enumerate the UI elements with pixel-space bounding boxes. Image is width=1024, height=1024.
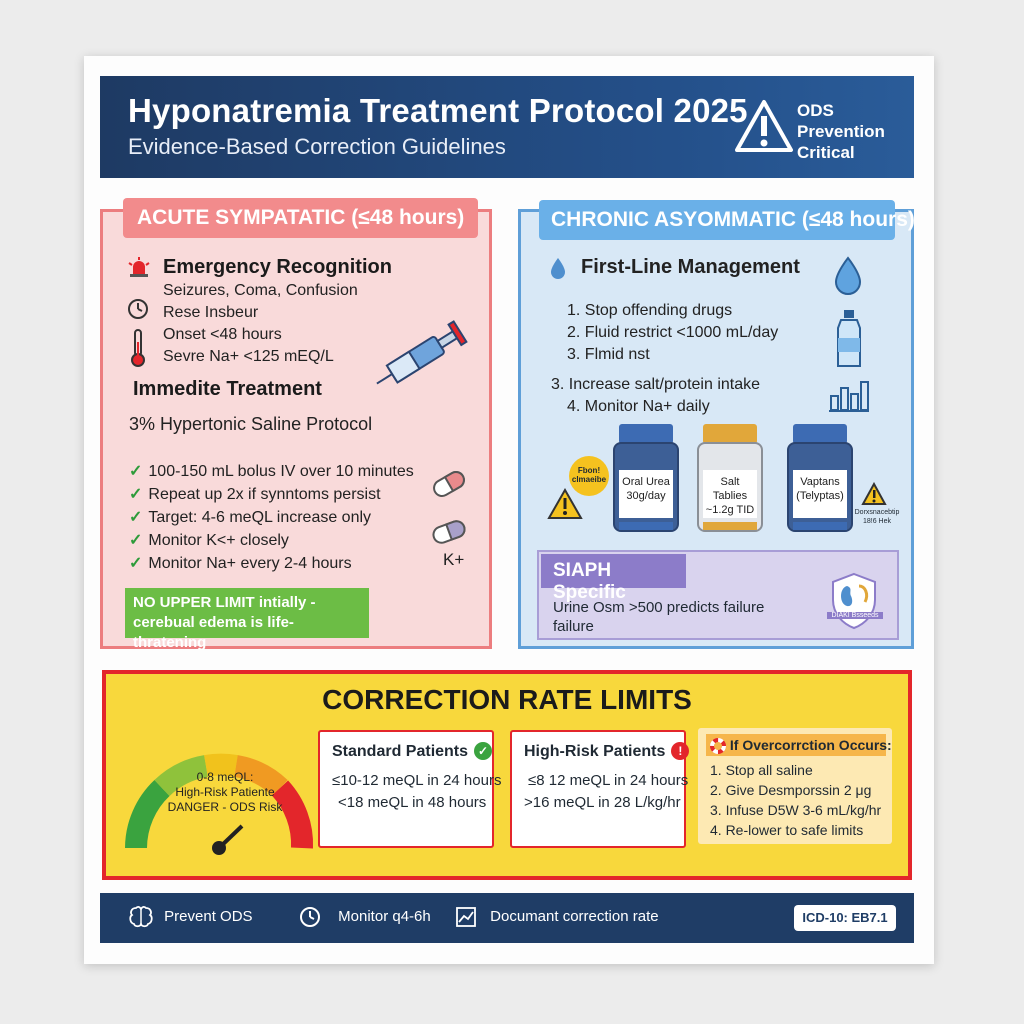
- footer-item-text: Documant correction rate: [490, 907, 659, 925]
- clock-icon: [127, 298, 149, 320]
- bottle-name: Vaptans: [800, 476, 840, 488]
- header-banner: [100, 76, 914, 178]
- standard-limit: ≤10-12 meQL in 24 hours: [332, 772, 502, 789]
- high-risk-patients-title: [524, 742, 689, 761]
- bottle-strip: [793, 522, 847, 530]
- bottle-body: [787, 442, 853, 532]
- recognition-item: Seizures, Coma, Confusion: [163, 282, 358, 299]
- bottle-dose: (Telyptas): [796, 490, 844, 502]
- check-circle-icon: ✓: [474, 742, 492, 760]
- warning-triangle-icon: [734, 98, 794, 154]
- management-item: 2. Fluid restrict <1000 mL/day: [567, 324, 779, 341]
- chronic-panel: [518, 209, 914, 649]
- protocol-step-text: Monitor Na+ every 2-4 hours: [148, 555, 352, 572]
- acute-panel: [100, 206, 492, 651]
- management-item: 4. Monitor Na+ daily: [567, 398, 710, 415]
- overcorrection-step: 1. Stop all saline: [710, 762, 813, 778]
- high-risk-title-text: High-Risk Patients: [524, 743, 666, 760]
- page-title: Hyponatremia Treatment Protocol 2025: [128, 92, 748, 129]
- standard-limit: <18 meQL in 48 hours: [338, 794, 487, 811]
- caution-icon: [547, 488, 583, 520]
- capsule-icon: [429, 466, 469, 502]
- recognition-item: Onset <48 hours: [163, 326, 282, 343]
- protocol-step-text: Repeat up 2x if synntoms persist: [148, 486, 381, 503]
- ods-alert-line: ODS: [797, 101, 834, 120]
- footer-item-monitor: [298, 905, 431, 929]
- correction-rate-panel: [102, 670, 912, 880]
- bottle-label: [703, 470, 757, 518]
- capsule-icon: [429, 514, 469, 550]
- protocol-step: [129, 530, 289, 550]
- shield-caption: DIAKI Bsseeds: [827, 612, 883, 619]
- siadh-box: [537, 550, 899, 640]
- gauge-line: 0-8 meQL:: [196, 770, 254, 784]
- protocol-step: [129, 484, 381, 504]
- bottle-name: Oral Urea: [622, 476, 670, 488]
- first-line-heading: First-Line Management: [581, 256, 800, 278]
- check-icon: ✓: [129, 463, 143, 480]
- management-item: 1. Stop offending drugs: [567, 302, 733, 319]
- bottle-tag-right: Dorxsnacebtip 18!6 Hek: [854, 509, 900, 525]
- recognition-item: Sevre Na+ <125 mEQ/L: [163, 348, 334, 365]
- gauge-text: [160, 770, 290, 815]
- correction-title: CORRECTION RATE LIMITS: [322, 684, 692, 715]
- high-risk-patients-card: [510, 730, 689, 848]
- recognition-item: Rese Insbeur: [163, 304, 259, 321]
- icd-code-badge: ICD-10: EB7.1: [794, 905, 896, 931]
- bottle-body: [613, 442, 679, 532]
- bottle-label: [619, 470, 673, 518]
- bottle-body: [697, 442, 763, 532]
- check-icon: ✓: [129, 509, 143, 526]
- ods-alert-line: Prevention: [797, 122, 885, 141]
- standard-patients-title: [332, 742, 492, 761]
- bottle-strip: [703, 522, 757, 530]
- footer-item-prevent-ods: [128, 905, 253, 929]
- gauge-hub: [212, 841, 226, 855]
- siren-icon: [127, 256, 151, 280]
- protocol-step-text: 100-150 mL bolus IV over 10 minutes: [148, 463, 414, 480]
- footer-bar: [100, 893, 914, 943]
- overcorrection-step: 4. Re-lower to safe limits: [710, 822, 864, 838]
- syringe-icon: [369, 316, 473, 396]
- standard-patients-card: [318, 730, 502, 848]
- bottle-tag-left: Fbon! clmaeibe: [569, 456, 609, 496]
- overcorrection-title: [706, 734, 892, 756]
- emergency-recognition-heading: Emergency Recognition: [163, 256, 392, 278]
- check-icon: ✓: [129, 532, 143, 549]
- alert-circle-icon: !: [671, 742, 689, 760]
- clock-icon: [298, 905, 322, 929]
- acute-panel-title: ACUTE SYMPATATIC (≤48 hours): [123, 198, 478, 238]
- bar-chart-icon: [827, 376, 871, 414]
- management-item: 3. Increase salt/protein intake: [551, 376, 761, 393]
- standard-title-text: Standard Patients: [332, 743, 469, 760]
- footer-item-text: Prevent ODS: [164, 907, 253, 925]
- protocol-step: [129, 507, 371, 527]
- overcorrection-step: 2. Give Desmporssin 2 μg: [710, 782, 872, 798]
- bottle-cap: [703, 424, 757, 444]
- caution-icon: [861, 482, 887, 506]
- large-drop-icon: [833, 256, 863, 296]
- thermometer-icon: [129, 328, 147, 368]
- page-subtitle: Evidence-Based Correction Guidelines: [128, 134, 506, 159]
- check-icon: ✓: [129, 555, 143, 572]
- check-icon: ✓: [129, 486, 143, 503]
- footer-item-text: Monitor q4-6h: [338, 907, 431, 925]
- saline-protocol-heading: 3% Hypertonic Saline Protocol: [129, 414, 373, 434]
- protocol-step: [129, 553, 352, 573]
- bottle-cap: [793, 424, 847, 444]
- siadh-text: [553, 598, 764, 636]
- immediate-treatment-heading: Immedite Treatment: [133, 378, 322, 400]
- bottle-dose: ~1.2g TID: [705, 504, 755, 516]
- note-line: cerebual edema is life-thratening: [133, 614, 294, 651]
- gauge-line: High-Risk Patiente: [175, 785, 275, 799]
- chart-icon: [454, 905, 478, 929]
- water-drop-icon: [549, 256, 567, 280]
- siadh-tag: SIAPH Specific: [541, 554, 686, 588]
- footer-item-document: [454, 905, 659, 929]
- bottle-dose: 30g/day: [626, 490, 666, 502]
- siadh-text-line: Urine Osm >500 predicts failure: [553, 599, 765, 616]
- overcorrection-title-text: If Overcorrction Occurs:: [729, 737, 892, 753]
- overcorrection-box: [698, 728, 892, 844]
- high-risk-limit: ≤8 12 meQL in 24 hours: [528, 772, 689, 789]
- bottle-label: [793, 470, 847, 518]
- protocol-step: [129, 461, 414, 481]
- bottle-strip: [619, 522, 673, 530]
- bottle-name: Salt Tablies: [712, 476, 748, 502]
- protocol-step-text: Target: 4-6 meQL increase only: [148, 509, 372, 526]
- potassium-label: K+: [443, 550, 465, 569]
- siadh-text-line: failure: [553, 618, 594, 635]
- chronic-panel-title: CHRONIC ASYOMMATIC (≤48 hours): [539, 200, 895, 240]
- management-item: 3. Flmid nst: [567, 346, 650, 363]
- ods-alert: [797, 100, 885, 163]
- brain-icon: [128, 905, 154, 929]
- protocol-step-text: Monitor K<+ closely: [148, 532, 289, 549]
- lifebuoy-icon: [710, 738, 726, 754]
- kidney-shield-icon: [829, 572, 879, 630]
- no-upper-limit-note: [125, 588, 369, 651]
- water-bottle-icon: [835, 308, 863, 370]
- bottle-cap: [619, 424, 673, 444]
- gauge-line: DANGER - ODS Risk: [167, 800, 283, 814]
- overcorrection-step: 3. Infuse D5W 3-6 mL/kg/hr: [710, 802, 882, 818]
- ods-alert-line: Critical: [797, 143, 855, 162]
- note-line: NO UPPER LIMIT intially -: [133, 594, 316, 611]
- high-risk-limit: >16 meQL in 28 L/kg/hr: [524, 794, 681, 811]
